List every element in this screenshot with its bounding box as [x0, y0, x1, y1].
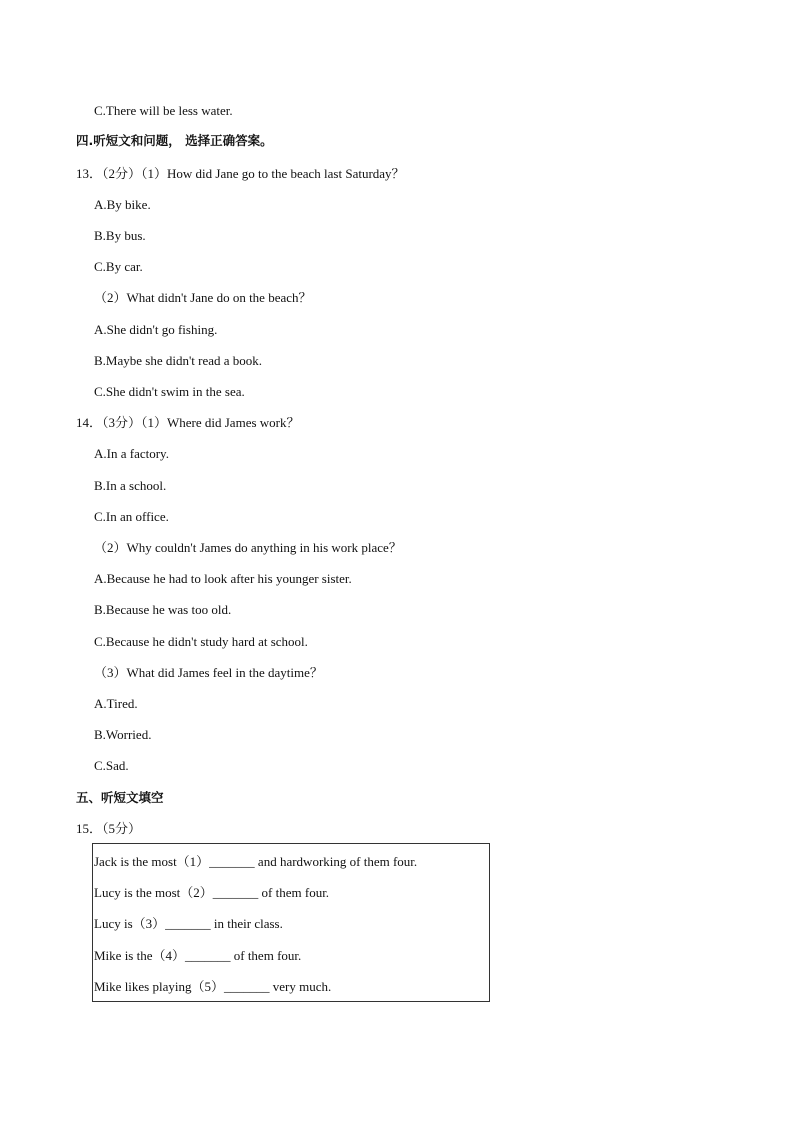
prev-option-c: C.There will be less water.	[94, 103, 233, 118]
q14-part2-option-a: A.Because he had to look after his younger sister.	[94, 571, 352, 586]
q15-row-5: Mike likes playing（5）_______ very much.	[94, 979, 332, 994]
q13-part2-option-b: B.Maybe she didn't read a book.	[94, 353, 263, 368]
q14-header: 14．（3分）（1）Where did James work？	[76, 415, 300, 430]
q14-part3-question: （3）What did James feel in the daytime？	[94, 665, 323, 680]
q13-part2-option-a: A.She didn't go fishing.	[94, 322, 218, 337]
q14-part2-option-b: B.Because he was too old.	[94, 602, 232, 617]
section4-heading: 四.听短文和问题， 选择正确答案。	[76, 133, 273, 148]
q13-header: 13．（2分）（1）How did Jane go to the beach last Saturday？	[76, 166, 405, 181]
q14-part3-option-c: C.Sad.	[94, 758, 129, 773]
q14-part1-option-b: B.In a school.	[94, 478, 167, 493]
q13-part1-option-a: A.By bike.	[94, 197, 151, 212]
q14-part1-option-a: A.In a factory.	[94, 446, 169, 461]
q15-fill-in-table	[92, 843, 490, 1002]
q13-part2-option-c: C.She didn't swim in the sea.	[94, 384, 245, 399]
q14-part2-question: （2）Why couldn't James do anything in his work place？	[94, 540, 402, 555]
q14-part3-option-a: A.Tired.	[94, 696, 138, 711]
q15-row-2: Lucy is the most（2）_______ of them four.	[94, 885, 330, 900]
q15-row-3: Lucy is（3）_______ in their class.	[94, 916, 283, 931]
q13-part1-option-c: C.By car.	[94, 259, 143, 274]
q15-header: 15．（5分）	[76, 821, 142, 836]
q14-part2-option-c: C.Because he didn't study hard at school.	[94, 634, 308, 649]
q14-part1-option-c: C.In an office.	[94, 509, 169, 524]
q14-part3-option-b: B.Worried.	[94, 727, 152, 742]
q13-part2-question: （2）What didn't Jane do on the beach？	[94, 290, 312, 305]
q15-row-4: Mike is the（4）_______ of them four.	[94, 948, 302, 963]
section5-heading: 五、听短文填空	[76, 790, 164, 805]
q13-part1-option-b: B.By bus.	[94, 228, 146, 243]
q15-row-1: Jack is the most（1）_______ and hardworking of them four.	[94, 854, 418, 869]
